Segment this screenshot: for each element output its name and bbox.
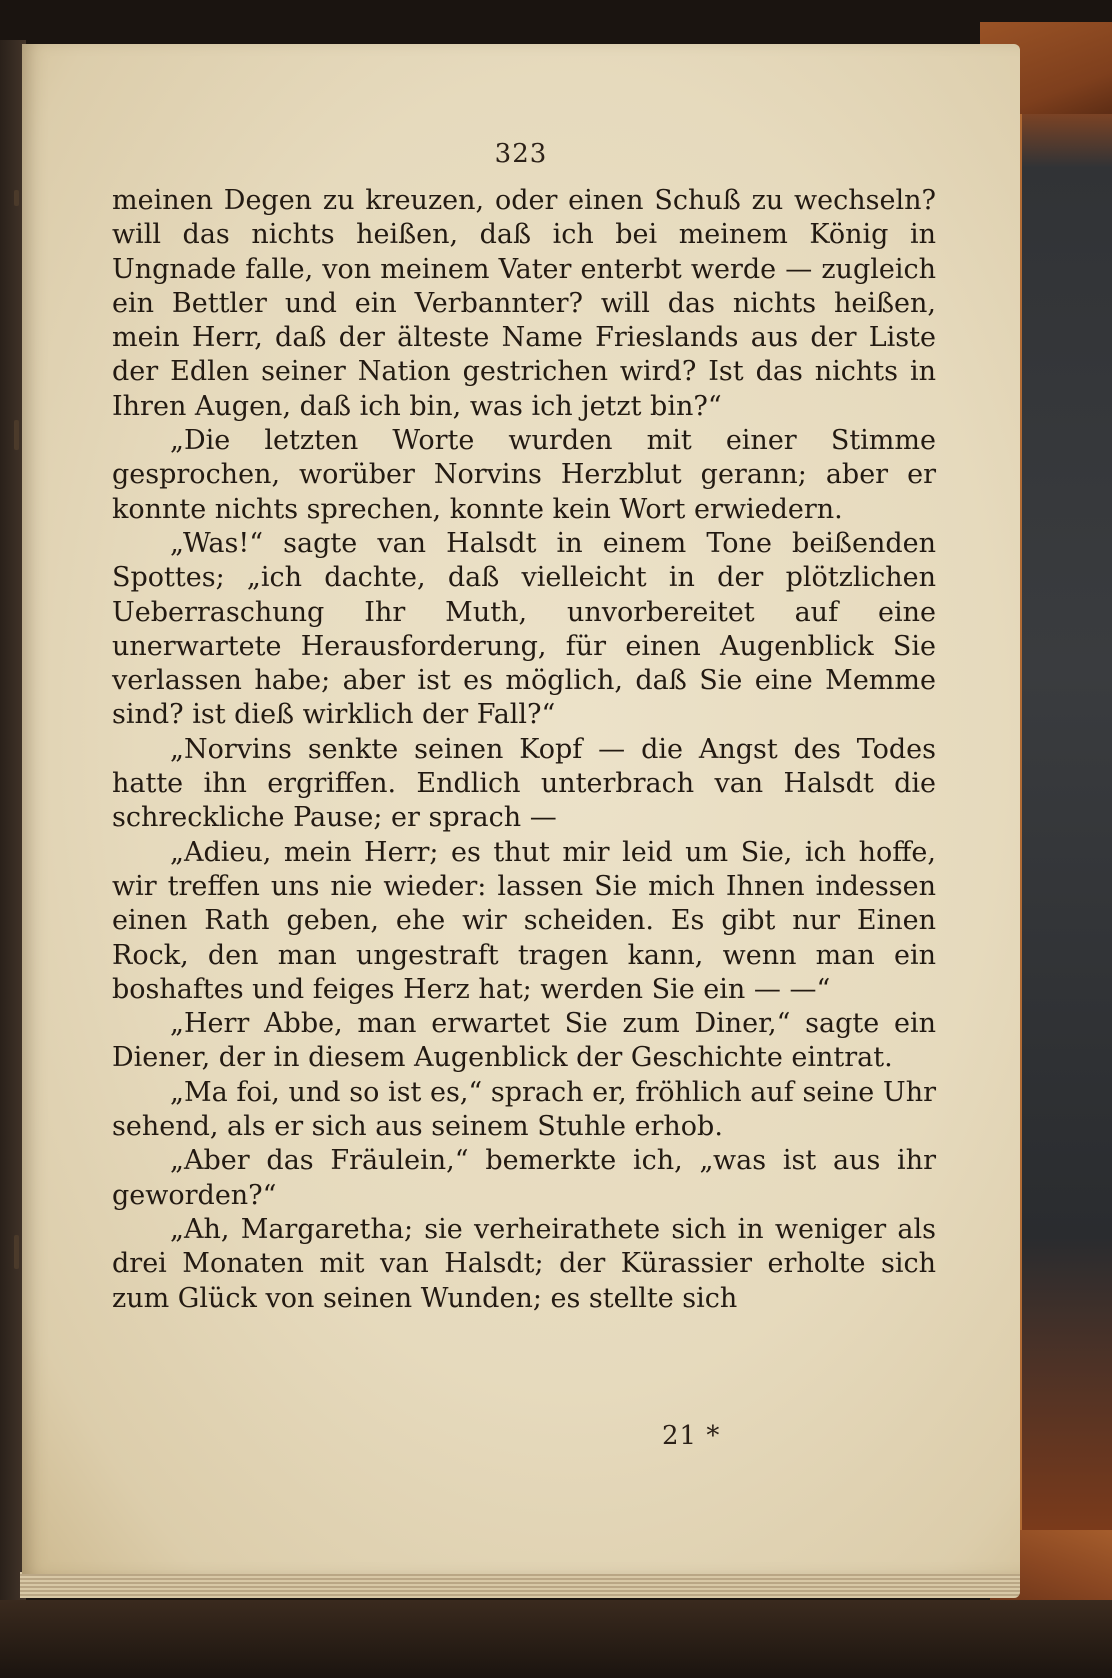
right-cover-board — [1016, 22, 1112, 1642]
paragraph: „Norvins senkte seinen Kopf — die Angst des Todes hatte ihn ergriffen. Endlich unterbrach van Halsdt die schreckliche Pause; er sprach — — [112, 733, 936, 834]
margin-mark — [14, 1235, 19, 1269]
paragraph: „Herr Abbe, man erwartet Sie zum Diner,“ sagte ein Diener, der in diesem Augenblick der Geschichte eintrat. — [112, 1008, 936, 1074]
paragraph: „Ah, Margaretha; sie verheirathete sich in weniger als drei Monaten mit van Halsdt; der Kürassier erholte sich zum Glück von seinen Wunden; es stellte sich — [112, 1213, 936, 1314]
bottom-board-edge — [0, 1600, 1112, 1678]
paragraph: „Was!“ sagte van Halsdt in einem Tone beißenden Spottes; „ich dachte, daß vielleicht in der plötzlichen Ueberraschung Ihr Muth, unvorbereitet auf eine unerwartete Herausforderung, für einen Augenblick Sie verlassen habe; aber ist es möglich, daß Sie eine Memme sind? ist dieß wirklich der Fall?“ — [112, 527, 936, 731]
paragraph: „Die letzten Worte wurden mit einer Stimme gesprochen, worüber Norvins Herzblut gerann; aber er konnte nichts sprechen, konnte kein Wort erwiedern. — [112, 425, 936, 525]
paragraph: „Adieu, mein Herr; es thut mir leid um Sie, ich hoffe, wir treffen uns nie wieder: lassen Sie mich Ihnen indessen einen Rath geben, ehe wir scheiden. Es gibt nur Einen Rock, den man ungestraft tragen kann, wenn man ein boshaftes und feiges Herz hat; werden Sie ein — —“ — [112, 836, 936, 1005]
book-page — [22, 44, 1020, 1574]
paragraph: „Aber das Fräulein,“ bemerkte ich, „was ist aus ihr geworden?“ — [112, 1145, 936, 1211]
paragraph: meinen Degen zu kreuzen, oder einen Schuß zu wechseln? will das nichts heißen, daß ich bei meinem König in Ungnade falle, von meinem Vater enterbt werde — zugleich ein Bettler und ein Verbannter? will das nichts heißen, mein Herr, daß der älteste Name Frieslands aus der Liste der Edlen seiner Nation gestrichen wird? Ist das nichts in Ihren Augen, daß ich bin, was ich jetzt bin?“ — [112, 185, 936, 422]
margin-mark — [14, 190, 19, 206]
margin-mark — [14, 420, 19, 450]
paragraph: „Ma foi, und so ist es,“ sprach er, fröhlich auf seine Uhr sehend, als er sich aus seinem Stuhle erhob. — [112, 1076, 936, 1143]
page-number: 323 — [494, 139, 548, 169]
page-text — [112, 184, 936, 1316]
printer-signature-mark: 21 * — [662, 1421, 721, 1451]
page-stack-edges — [20, 1572, 1020, 1598]
